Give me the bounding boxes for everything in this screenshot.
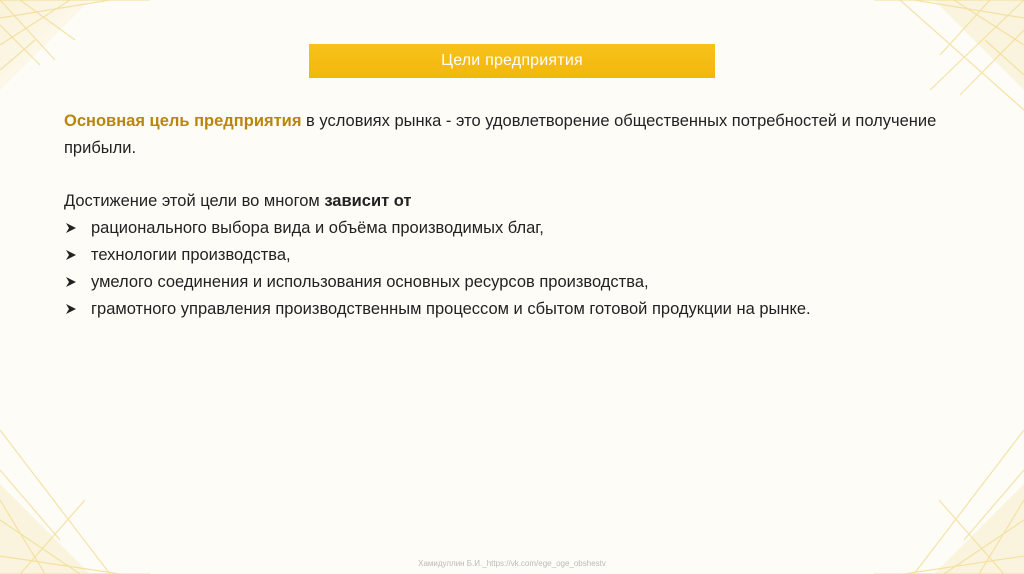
dependency-line — [64, 188, 984, 215]
arrow-bullet-icon — [65, 222, 77, 234]
arrow-bullet-icon — [65, 303, 77, 315]
list-item — [64, 242, 984, 269]
slide-content — [64, 108, 984, 323]
list-item — [64, 296, 984, 323]
list-item-text: умелого соединения и использования основных ресурсов производства, — [91, 273, 649, 291]
arrow-bullet-icon — [65, 249, 77, 261]
list-item-text: грамотного управления производственным процессом и сбытом готовой продукции на рынке. — [91, 300, 811, 318]
slide-title: Цели предприятия — [441, 52, 583, 69]
arrow-bullet-icon — [65, 276, 77, 288]
intro-highlight: Основная цель предприятия — [64, 112, 302, 130]
intro-paragraph — [64, 108, 984, 162]
intro-text: в условиях рынка - это удовлетворение общественных потребностей и получение прибыли. — [64, 112, 937, 157]
factor-list — [64, 215, 984, 323]
list-item — [64, 269, 984, 296]
dependency-bold: зависит от — [324, 192, 412, 210]
footer-credit: Хамидуллин Б.И._https://vk.com/ege_oge_obshestv — [418, 559, 606, 568]
dependency-prefix: Достижение этой цели во многом — [64, 192, 325, 210]
list-item — [64, 215, 984, 242]
list-item-text: рационального выбора вида и объёма производимых благ, — [91, 219, 544, 237]
list-item-text: технологии производства, — [91, 246, 291, 264]
slide-title-bar — [309, 44, 715, 78]
